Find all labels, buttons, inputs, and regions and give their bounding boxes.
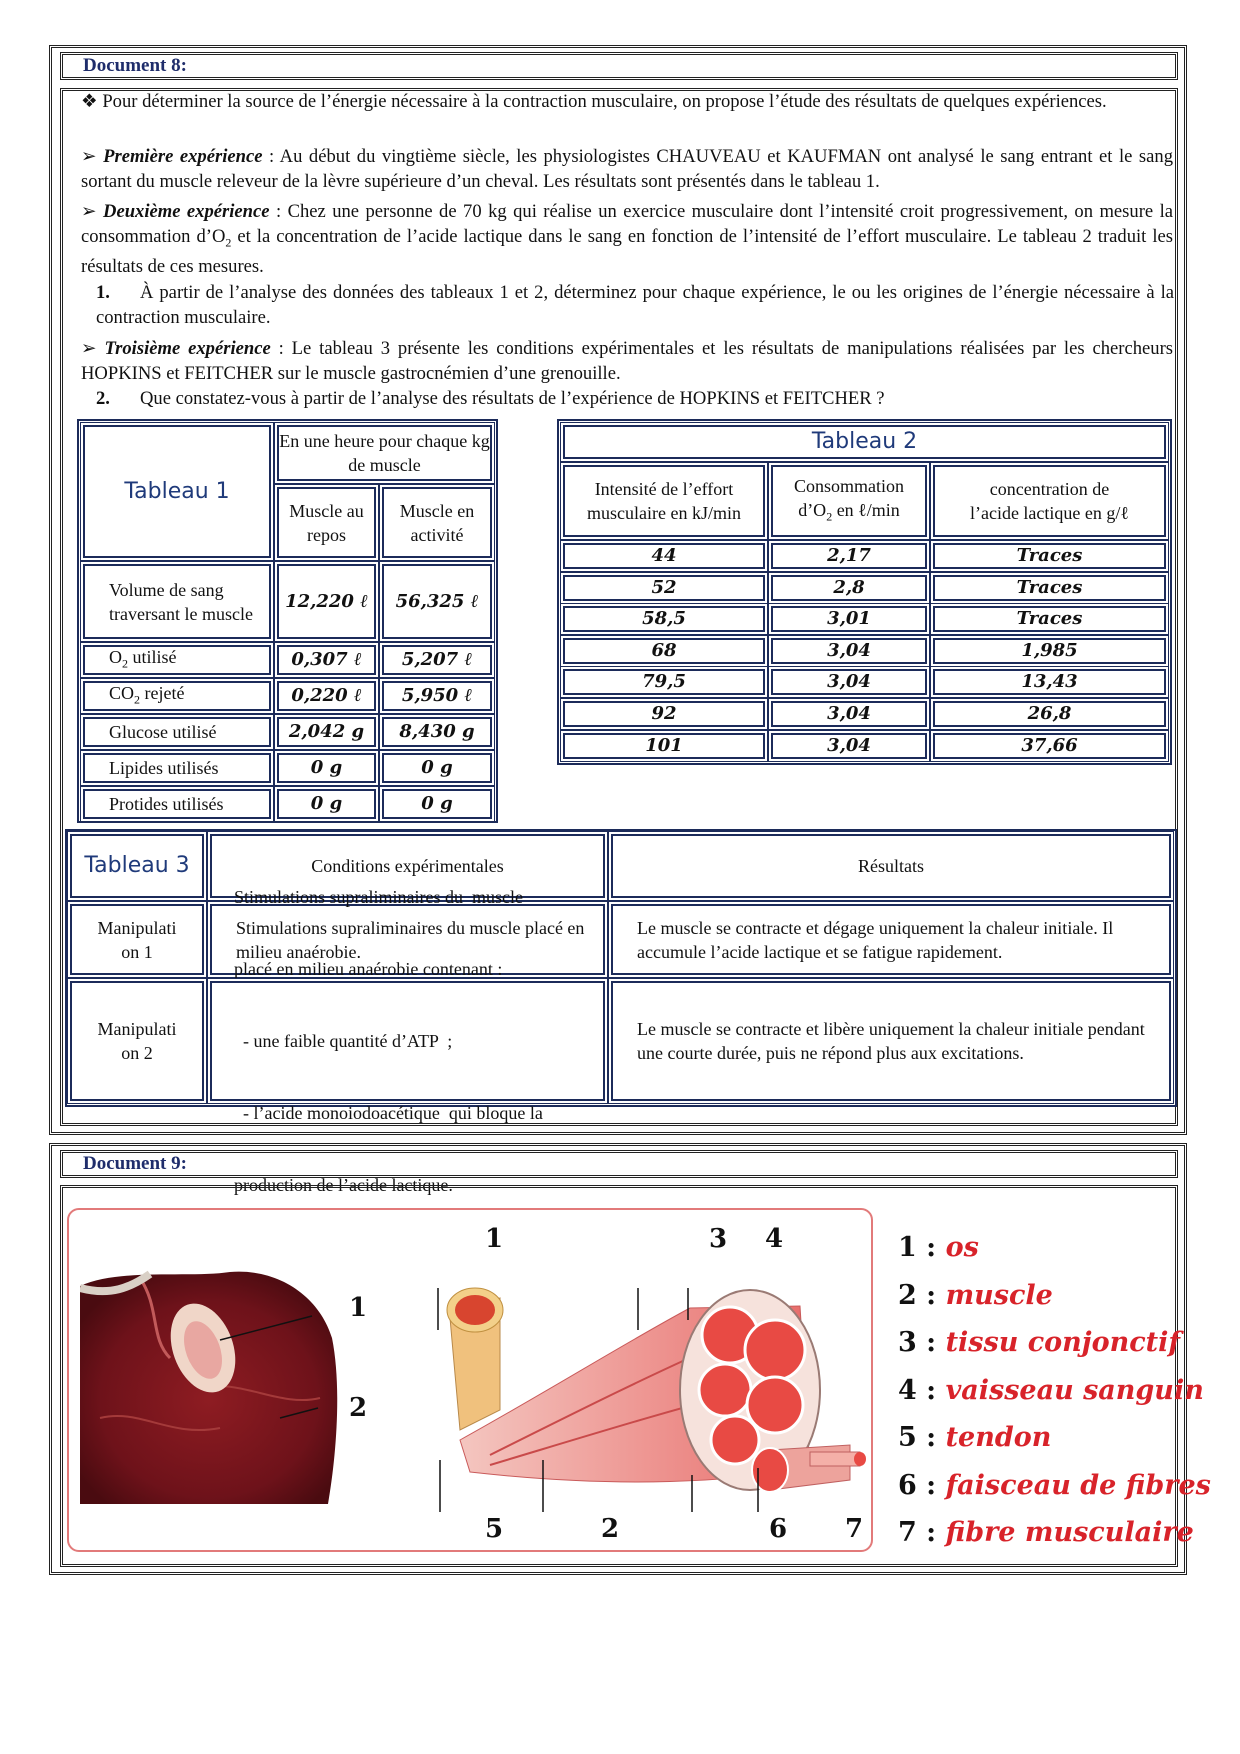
diagram-label: 1 <box>485 1224 504 1254</box>
table-1-cell: 56,325 ℓ <box>382 564 492 639</box>
table-1-row-label: Volume de sang traversant le muscle <box>83 564 271 639</box>
diamond-bullet-icon: ❖ <box>81 91 98 112</box>
meat-photo <box>80 1268 340 1516</box>
table-2-col-lactic: concentration de l’acide lactique en g/ℓ <box>933 465 1166 537</box>
table-1-row-label: $CO_2$ rejeté <box>83 681 271 711</box>
table-2-col-intensity: Intensité de l’effort musculaire en kJ/min <box>563 465 765 537</box>
legend-term: muscle <box>945 1280 1053 1311</box>
legend-item <box>898 1327 1180 1358</box>
legend-term: faisceau de fibres <box>945 1470 1211 1501</box>
table-2-cell: 44 <box>563 543 765 569</box>
legend-number: 2 : <box>898 1280 937 1311</box>
diagram-label: 5 <box>485 1514 504 1544</box>
table-2-cell: Traces <box>933 575 1166 601</box>
table-1-title: Tableau 1 <box>83 425 271 558</box>
legend-number: 1 : <box>898 1232 937 1263</box>
table-1-cell: 0 g <box>277 753 376 783</box>
arrow-bullet-icon: ➢ <box>81 201 97 222</box>
experiment-2-paragraph: ➢ Deuxième expérience : Chez une personne de 70 kg qui réalise un exercice musculaire dont l’intensité croit progressivement, on mesure la consommation $d’O_2$ et la concentration de l’acide lactique dans le sang en fonction de l’intensité de l’effort musculaire. Le tableau 2 traduit les résultats de ces mesures. <box>81 201 1173 277</box>
diagram-label: 4 <box>765 1224 784 1254</box>
legend-number: 5 : <box>898 1422 937 1453</box>
table-3-row-label: Manipulation 2 <box>70 981 204 1101</box>
diagram-label: 7 <box>845 1514 864 1544</box>
table-2-cell: 37,66 <box>933 733 1166 759</box>
experiment-1-paragraph: ➢ Première expérience : Au début du vingtième siècle, les physiologistes CHAUVEAU et KAUFMAN ont analysé le sang entrant et le sang sortant du muscle releveur de la lèvre supérieure d’un cheval. Les résultats sont présentés dans le tableau 1. <box>81 146 1174 192</box>
table-3-title: Tableau 3 <box>70 834 204 898</box>
table-2-cell: 3,04 <box>771 638 927 664</box>
intro-paragraph: ❖ Pour déterminer la source de l’énergie nécessaire à la contraction musculaire, on propose l’étude des résultats de quelques expériences. <box>81 91 1107 112</box>
table-1-cell: 0 g <box>382 789 492 819</box>
legend-item <box>898 1517 1194 1548</box>
table-2-cell: 101 <box>563 733 765 759</box>
diagram-label: 2 <box>601 1514 620 1544</box>
table-2-cell: 52 <box>563 575 765 601</box>
legend-number: 6 : <box>898 1470 937 1501</box>
table-2-cell: 68 <box>563 638 765 664</box>
document-9-header: Document 9: <box>60 1150 1178 1178</box>
legend-item <box>898 1280 1053 1311</box>
table-1-row-label: $O_2$ utilisé <box>83 645 271 675</box>
question-2: 2. Que constatez-vous à partir de l’analyse des résultats de l’expérience de HOPKINS et FEITCHER ? <box>96 388 885 409</box>
table-1-group-header: En une heure pour chaque kg de muscle <box>277 425 492 481</box>
table-1-cell: 5,207 ℓ <box>382 645 492 675</box>
table-1-cell: 0 g <box>382 753 492 783</box>
question-1: 1. À partir de l’analyse des données des tableaux 1 et 2, déterminez pour chaque expérience, le ou les origines de l’énergie nécessaire à la contraction musculaire. <box>96 282 1174 328</box>
document-8-header: Document 8: <box>60 52 1178 80</box>
table-2-cell: 1,985 <box>933 638 1166 664</box>
table-2-cell: 2,8 <box>771 575 927 601</box>
table-1-col-rest: Muscle au repos <box>277 487 376 558</box>
table-3-result: Le muscle se contracte et libère uniquement la chaleur initiale pendant une courte durée, puis ne répond plus aux excitations. <box>611 981 1171 1101</box>
table-1-row-label: Protides utilisés <box>83 789 271 819</box>
table-3-row-label: Manipulation 1 <box>70 904 204 975</box>
table-2-cell: 58,5 <box>563 606 765 632</box>
experiment-3-paragraph: ➢ Troisième expérience : Le tableau 3 présente les conditions expérimentales et les résultats de manipulations réalisées par les chercheurs HOPKINS et FEITCHER sur le muscle gastrocnémien d’une grenouille. <box>81 338 1173 384</box>
legend-term: tissu conjonctif <box>945 1327 1180 1358</box>
table-1-cell: 0,307 ℓ <box>277 645 376 675</box>
table-1-cell: 0 g <box>277 789 376 819</box>
diagram-label: 3 <box>709 1224 728 1254</box>
diagram-label: 6 <box>769 1514 788 1544</box>
legend-term: os <box>945 1232 979 1263</box>
arrow-bullet-icon: ➢ <box>81 338 97 359</box>
table-2-cell: 26,8 <box>933 701 1166 727</box>
legend-term: fibre musculaire <box>945 1517 1194 1548</box>
table-1-row-label: Lipides utilisés <box>83 753 271 783</box>
table-3-col-results: Résultats <box>611 834 1171 898</box>
legend-number: 7 : <box>898 1517 937 1548</box>
table-2-cell: Traces <box>933 543 1166 569</box>
legend-term: tendon <box>945 1422 1052 1453</box>
legend-number: 4 : <box>898 1375 937 1406</box>
table-3-col-conditions: Conditions expérimentales <box>210 834 605 898</box>
legend-item <box>898 1375 1204 1406</box>
table-2-cell: 13,43 <box>933 669 1166 695</box>
legend-term: vaisseau sanguin <box>945 1375 1204 1406</box>
table-1-cell: 8,430 g <box>382 717 492 747</box>
table-1-cell: 12,220 ℓ <box>277 564 376 639</box>
table-1-cell: 2,042 g <box>277 717 376 747</box>
table-1-cell: 5,950 ℓ <box>382 681 492 711</box>
table-2-title: Tableau 2 <box>563 425 1166 459</box>
table-2-col-oxygen: Consommation $d’O_2$ en ℓ/min <box>771 465 927 537</box>
table-2-cell: 3,01 <box>771 606 927 632</box>
table-2-cell: 92 <box>563 701 765 727</box>
table-1-col-active: Muscle en activité <box>382 487 492 558</box>
table-1-row-label: Glucose utilisé <box>83 717 271 747</box>
table-2-cell: Traces <box>933 606 1166 632</box>
legend-item <box>898 1422 1051 1453</box>
legend-item <box>898 1232 979 1263</box>
table-2-cell: 3,04 <box>771 733 927 759</box>
table-2-cell: 79,5 <box>563 669 765 695</box>
legend-item <box>898 1470 1211 1501</box>
table-3-result: Le muscle se contracte et dégage uniquement la chaleur initiale. Il accumule l’acide lactique et se fatigue rapidement. <box>611 904 1171 975</box>
photo-label-1: 1 <box>349 1293 368 1323</box>
table-2-cell: 2,17 <box>771 543 927 569</box>
table-3-condition: Stimulations supraliminaires du muscle placé en milieu anaérobie. <box>210 904 605 975</box>
muscle-diagram <box>430 1240 870 1540</box>
legend-number: 3 : <box>898 1327 937 1358</box>
photo-label-2: 2 <box>349 1393 368 1423</box>
table-1-cell: 0,220 ℓ <box>277 681 376 711</box>
table-3-condition: Stimulations supraliminaires du muscle placé en milieu anaérobie contenant : - une faible quantité d’ATP ; - l’acide monoiodoacétique qui bloque la production de l’acide lactique. <box>210 981 605 1101</box>
table-2-cell: 3,04 <box>771 669 927 695</box>
arrow-bullet-icon: ➢ <box>81 146 97 167</box>
table-2-cell: 3,04 <box>771 701 927 727</box>
